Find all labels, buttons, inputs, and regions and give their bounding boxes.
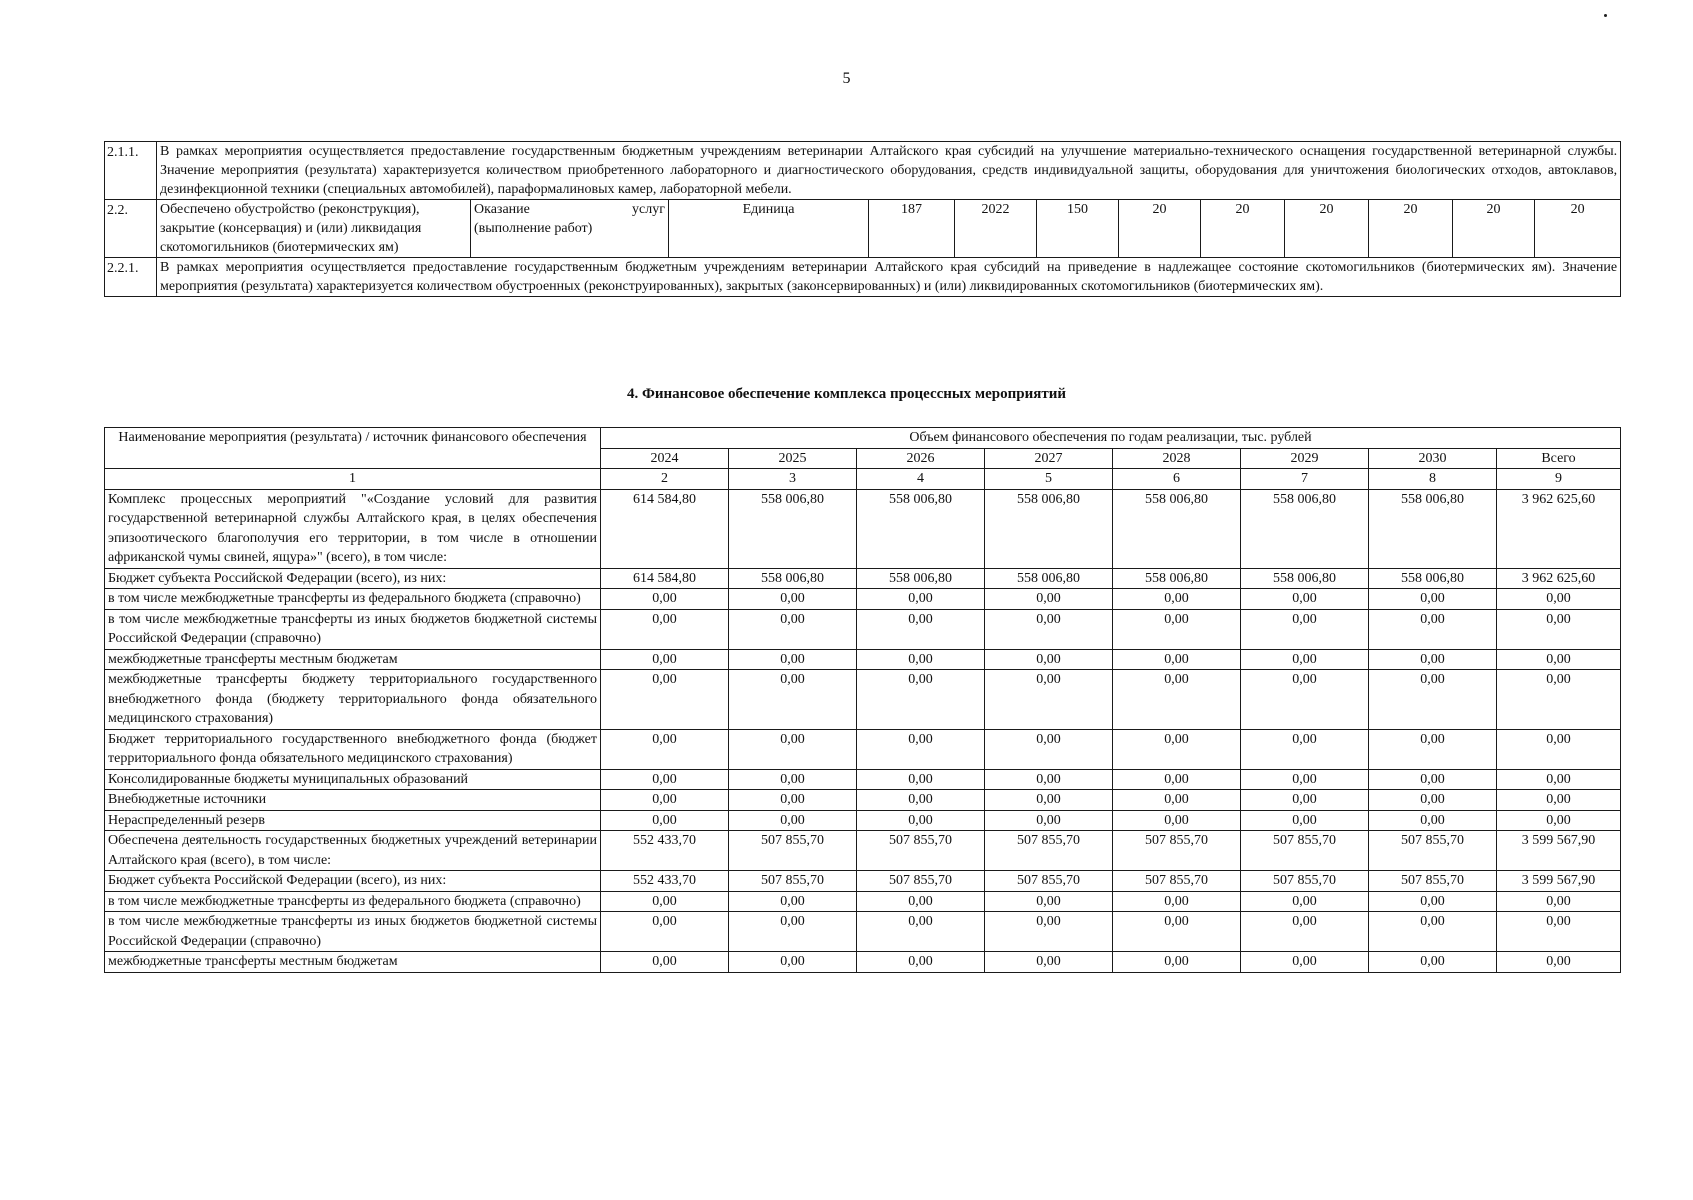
- finance-value-cell: 507 855,70: [1241, 871, 1369, 892]
- row-number: 2.2.: [105, 200, 157, 258]
- finance-value-cell: 0,00: [1369, 952, 1497, 973]
- finance-row-name: межбюджетные трансферты местным бюджетам: [105, 649, 601, 670]
- finance-value-cell: 0,00: [985, 952, 1113, 973]
- finance-row: [105, 670, 1621, 730]
- finance-value-cell: 507 855,70: [985, 831, 1113, 871]
- page-number: 5: [842, 70, 851, 87]
- finance-value-cell: 614 584,80: [601, 489, 729, 568]
- finance-header-row: [105, 428, 1621, 449]
- okei-code-cell: 187: [869, 200, 955, 258]
- finance-value-cell: 0,00: [857, 810, 985, 831]
- finance-value-cell: 0,00: [857, 912, 985, 952]
- finance-value-cell: 558 006,80: [1113, 568, 1241, 589]
- finance-value-cell: 0,00: [985, 790, 1113, 811]
- finance-value-cell: 0,00: [1369, 649, 1497, 670]
- finance-value-cell: 0,00: [985, 891, 1113, 912]
- finance-row-name: в том числе межбюджетные трансферты из федерального бюджета (справочно): [105, 589, 601, 610]
- finance-value-cell: 0,00: [729, 729, 857, 769]
- finance-value-cell: 0,00: [857, 790, 985, 811]
- finance-row-name: межбюджетные трансферты местным бюджетам: [105, 952, 601, 973]
- finance-value-cell: 0,00: [601, 810, 729, 831]
- finance-value-cell: 0,00: [1369, 769, 1497, 790]
- column-number: 9: [1497, 469, 1621, 490]
- finance-value-cell: 0,00: [1113, 810, 1241, 831]
- row-description: В рамках мероприятия осуществляется предоставление государственным бюджетным учреждениям ветеринарии Алтайского края субсидий на улучшение материально-технического оснащения государственной ветеринарной службы. Значение мероприятия (результата) характеризуется количеством приобретенного лабораторного и диагностического оборудования, средств индивидуальной защиты, оборудования для уничтожения биологических отходов, автоклавов, дезинфекционной техники (специальных автомобилей), параформалиновых камер, лабораторной мебели.: [157, 142, 1621, 200]
- finance-value-cell: 558 006,80: [1113, 489, 1241, 568]
- column-number: 5: [985, 469, 1113, 490]
- finance-total-cell: 0,00: [1497, 790, 1621, 811]
- finance-value-cell: 0,00: [1113, 589, 1241, 610]
- finance-total-cell: 0,00: [1497, 649, 1621, 670]
- finance-value-cell: 0,00: [1241, 891, 1369, 912]
- finance-value-cell: 558 006,80: [985, 489, 1113, 568]
- finance-value-cell: 558 006,80: [985, 568, 1113, 589]
- finance-value-cell: 0,00: [1113, 912, 1241, 952]
- finance-value-cell: 0,00: [729, 912, 857, 952]
- finance-value-cell: 0,00: [857, 649, 985, 670]
- finance-row-name: Комплекс процессных мероприятий "«Создание условий для развития государственной ветеринарной службы Алтайского края, в целях обеспечения эпизоотического благополучия его территории, в том числе в отношении африканской чумы свиней, ящура»" (всего), в том числе:: [105, 489, 601, 568]
- row-2-2: [105, 200, 1621, 258]
- finance-row: [105, 810, 1621, 831]
- finance-value-cell: 558 006,80: [729, 489, 857, 568]
- finance-value-cell: 0,00: [1241, 952, 1369, 973]
- finance-value-cell: 0,00: [857, 589, 985, 610]
- finance-value-cell: 0,00: [729, 769, 857, 790]
- finance-value-cell: 0,00: [601, 769, 729, 790]
- finance-value-cell: 0,00: [1241, 729, 1369, 769]
- finance-value-cell: 507 855,70: [729, 871, 857, 892]
- results-table: [104, 141, 1621, 297]
- finance-value-cell: 0,00: [601, 609, 729, 649]
- base-year-cell: 2022: [955, 200, 1037, 258]
- finance-value-cell: 0,00: [1241, 649, 1369, 670]
- finance-value-cell: 0,00: [1113, 891, 1241, 912]
- finance-value-cell: 0,00: [1369, 729, 1497, 769]
- finance-total-cell: 0,00: [1497, 589, 1621, 610]
- finance-value-cell: 507 855,70: [857, 871, 985, 892]
- year-header: 2026: [857, 448, 985, 469]
- finance-value-cell: 0,00: [729, 952, 857, 973]
- finance-row: [105, 952, 1621, 973]
- finance-row: [105, 568, 1621, 589]
- finance-value-cell: 0,00: [601, 589, 729, 610]
- finance-row: [105, 609, 1621, 649]
- finance-total-cell: 3 962 625,60: [1497, 489, 1621, 568]
- finance-value-cell: 507 855,70: [985, 871, 1113, 892]
- finance-row: [105, 871, 1621, 892]
- finance-value-cell: 0,00: [601, 790, 729, 811]
- finance-value-cell: 0,00: [985, 810, 1113, 831]
- finance-value-cell: 0,00: [1113, 670, 1241, 730]
- section-title: 4. Финансовое обеспечение комплекса процессных мероприятий: [627, 386, 1066, 402]
- finance-value-cell: 507 855,70: [729, 831, 857, 871]
- finance-value-cell: 558 006,80: [729, 568, 857, 589]
- column-number: 3: [729, 469, 857, 490]
- header-volume-cell: Объем финансового обеспечения по годам реализации, тыс. рублей: [601, 428, 1621, 449]
- finance-value-cell: 0,00: [729, 891, 857, 912]
- finance-row: [105, 489, 1621, 568]
- finance-value-cell: 507 855,70: [1369, 831, 1497, 871]
- finance-value-cell: 0,00: [985, 649, 1113, 670]
- finance-value-cell: 0,00: [1241, 810, 1369, 831]
- finance-value-cell: 0,00: [857, 769, 985, 790]
- finance-value-cell: 0,00: [729, 609, 857, 649]
- finance-value-cell: 0,00: [1369, 609, 1497, 649]
- finance-value-cell: 558 006,80: [1369, 489, 1497, 568]
- finance-value-cell: 0,00: [857, 609, 985, 649]
- finance-row-name: межбюджетные трансферты бюджету территориального государственного внебюджетного фонда (бюджету территориального фонда обязательного медицинского страхования): [105, 670, 601, 730]
- row-number: 2.2.1.: [105, 258, 157, 297]
- finance-value-cell: 0,00: [985, 589, 1113, 610]
- row-number: 2.1.1.: [105, 142, 157, 200]
- result-name: Обеспечено обустройство (реконструкция), закрытие (консервация) и (или) ликвидация скотомогильников (биотермических ям): [157, 200, 471, 258]
- finance-row-name: Бюджет субъекта Российской Федерации (всего), из них:: [105, 568, 601, 589]
- finance-value-cell: 507 855,70: [1113, 871, 1241, 892]
- column-number: 7: [1241, 469, 1369, 490]
- year-header: 2027: [985, 448, 1113, 469]
- finance-value-cell: 0,00: [1241, 609, 1369, 649]
- finance-value-cell: 0,00: [1369, 891, 1497, 912]
- finance-row: [105, 831, 1621, 871]
- row-2-1-1: [105, 142, 1621, 200]
- result-type: [471, 200, 669, 258]
- finance-value-cell: 0,00: [601, 649, 729, 670]
- finance-total-cell: 0,00: [1497, 891, 1621, 912]
- unit-cell: Единица: [669, 200, 869, 258]
- finance-row-name: Нераспределенный резерв: [105, 810, 601, 831]
- base-value-cell: 150: [1037, 200, 1119, 258]
- finance-value-cell: 507 855,70: [857, 831, 985, 871]
- finance-row-name: в том числе межбюджетные трансферты из иных бюджетов бюджетной системы Российской Федерации (справочно): [105, 912, 601, 952]
- finance-value-cell: 0,00: [985, 609, 1113, 649]
- finance-value-cell: 0,00: [1113, 790, 1241, 811]
- finance-total-cell: 0,00: [1497, 670, 1621, 730]
- finance-total-cell: 0,00: [1497, 912, 1621, 952]
- finance-value-cell: 0,00: [601, 729, 729, 769]
- finance-value-cell: 0,00: [729, 790, 857, 811]
- finance-value-cell: 0,00: [985, 670, 1113, 730]
- scan-dot: [1604, 14, 1607, 17]
- finance-value-cell: 0,00: [857, 729, 985, 769]
- value-cell: 20: [1453, 200, 1535, 258]
- year-header: 2029: [1241, 448, 1369, 469]
- finance-value-cell: 0,00: [1113, 769, 1241, 790]
- column-number: 6: [1113, 469, 1241, 490]
- finance-row: [105, 649, 1621, 670]
- finance-value-cell: 0,00: [985, 769, 1113, 790]
- finance-total-cell: 3 599 567,90: [1497, 831, 1621, 871]
- finance-value-cell: 614 584,80: [601, 568, 729, 589]
- finance-row: [105, 589, 1621, 610]
- finance-value-cell: 0,00: [1241, 912, 1369, 952]
- finance-value-cell: 0,00: [729, 589, 857, 610]
- finance-table: [104, 427, 1621, 973]
- finance-value-cell: 0,00: [601, 952, 729, 973]
- finance-value-cell: 0,00: [1369, 912, 1497, 952]
- finance-row-name: в том числе межбюджетные трансферты из иных бюджетов бюджетной системы Российской Федерации (справочно): [105, 609, 601, 649]
- finance-value-cell: 507 855,70: [1113, 831, 1241, 871]
- finance-value-cell: 0,00: [857, 891, 985, 912]
- column-number: 1: [105, 469, 601, 490]
- finance-value-cell: 552 433,70: [601, 831, 729, 871]
- finance-total-cell: 3 599 567,90: [1497, 871, 1621, 892]
- finance-value-cell: 0,00: [601, 670, 729, 730]
- finance-value-cell: 0,00: [601, 912, 729, 952]
- finance-total-cell: 3 962 625,60: [1497, 568, 1621, 589]
- finance-value-cell: 558 006,80: [1241, 568, 1369, 589]
- finance-total-cell: 0,00: [1497, 609, 1621, 649]
- finance-row-name: Консолидированные бюджеты муниципальных образований: [105, 769, 601, 790]
- finance-value-cell: 0,00: [1113, 649, 1241, 670]
- finance-value-cell: 558 006,80: [1369, 568, 1497, 589]
- finance-value-cell: 0,00: [1241, 790, 1369, 811]
- finance-row: [105, 769, 1621, 790]
- year-header: 2030: [1369, 448, 1497, 469]
- finance-total-cell: 0,00: [1497, 769, 1621, 790]
- finance-colnum-row: [105, 469, 1621, 490]
- finance-total-cell: 0,00: [1497, 729, 1621, 769]
- finance-value-cell: 0,00: [1113, 729, 1241, 769]
- finance-value-cell: 507 855,70: [1369, 871, 1497, 892]
- finance-value-cell: 0,00: [1113, 609, 1241, 649]
- value-cell: 20: [1201, 200, 1285, 258]
- finance-value-cell: 552 433,70: [601, 871, 729, 892]
- finance-total-cell: 0,00: [1497, 952, 1621, 973]
- finance-row: [105, 729, 1621, 769]
- row-description: В рамках мероприятия осуществляется предоставление государственным бюджетным учреждениям ветеринарии Алтайского края субсидий на приведение в надлежащее состояние скотомогильников (биотермических ям). Значение мероприятия (результата) характеризуется количеством обустроенных (реконструированных), закрытых (законсервированных) и (или) ликвидированных скотомогильников (биотермических ям).: [157, 258, 1621, 297]
- result-type-word: Оказание: [474, 202, 530, 217]
- finance-value-cell: 0,00: [1241, 670, 1369, 730]
- finance-value-cell: 558 006,80: [1241, 489, 1369, 568]
- finance-row-name: Бюджет территориального государственного внебюджетного фонда (бюджет территориального фонда обязательного медицинского страхования): [105, 729, 601, 769]
- finance-value-cell: 0,00: [985, 729, 1113, 769]
- finance-value-cell: 0,00: [729, 649, 857, 670]
- column-number: 8: [1369, 469, 1497, 490]
- finance-row-name: Внебюджетные источники: [105, 790, 601, 811]
- result-type-word: услуг: [632, 202, 665, 217]
- finance-value-cell: 0,00: [1369, 589, 1497, 610]
- finance-value-cell: 0,00: [857, 670, 985, 730]
- finance-value-cell: 0,00: [1241, 769, 1369, 790]
- value-cell: 20: [1119, 200, 1201, 258]
- total-header: Всего: [1497, 448, 1621, 469]
- value-cell: 20: [1285, 200, 1369, 258]
- value-cell: 20: [1369, 200, 1453, 258]
- year-header: 2025: [729, 448, 857, 469]
- result-type-rest: (выполнение работ): [474, 221, 593, 236]
- header-name-cell: Наименование мероприятия (результата) / источник финансового обеспечения: [105, 428, 601, 469]
- finance-value-cell: 507 855,70: [1241, 831, 1369, 871]
- finance-value-cell: 558 006,80: [857, 568, 985, 589]
- year-header: 2028: [1113, 448, 1241, 469]
- finance-value-cell: 0,00: [729, 670, 857, 730]
- finance-row: [105, 891, 1621, 912]
- row-2-2-1: [105, 258, 1621, 297]
- finance-row-name: Обеспечена деятельность государственных бюджетных учреждений ветеринарии Алтайского края (всего), в том числе:: [105, 831, 601, 871]
- finance-value-cell: 0,00: [1369, 670, 1497, 730]
- finance-value-cell: 0,00: [729, 810, 857, 831]
- finance-total-cell: 0,00: [1497, 810, 1621, 831]
- column-number: 2: [601, 469, 729, 490]
- finance-row-name: Бюджет субъекта Российской Федерации (всего), из них:: [105, 871, 601, 892]
- year-header: 2024: [601, 448, 729, 469]
- finance-value-cell: 0,00: [1241, 589, 1369, 610]
- value-cell: 20: [1535, 200, 1621, 258]
- finance-value-cell: 0,00: [1369, 790, 1497, 811]
- finance-row-name: в том числе межбюджетные трансферты из федерального бюджета (справочно): [105, 891, 601, 912]
- finance-row: [105, 790, 1621, 811]
- finance-value-cell: 0,00: [601, 891, 729, 912]
- finance-value-cell: 0,00: [985, 912, 1113, 952]
- finance-value-cell: 0,00: [857, 952, 985, 973]
- finance-row: [105, 912, 1621, 952]
- finance-value-cell: 558 006,80: [857, 489, 985, 568]
- finance-value-cell: 0,00: [1113, 952, 1241, 973]
- column-number: 4: [857, 469, 985, 490]
- finance-value-cell: 0,00: [1369, 810, 1497, 831]
